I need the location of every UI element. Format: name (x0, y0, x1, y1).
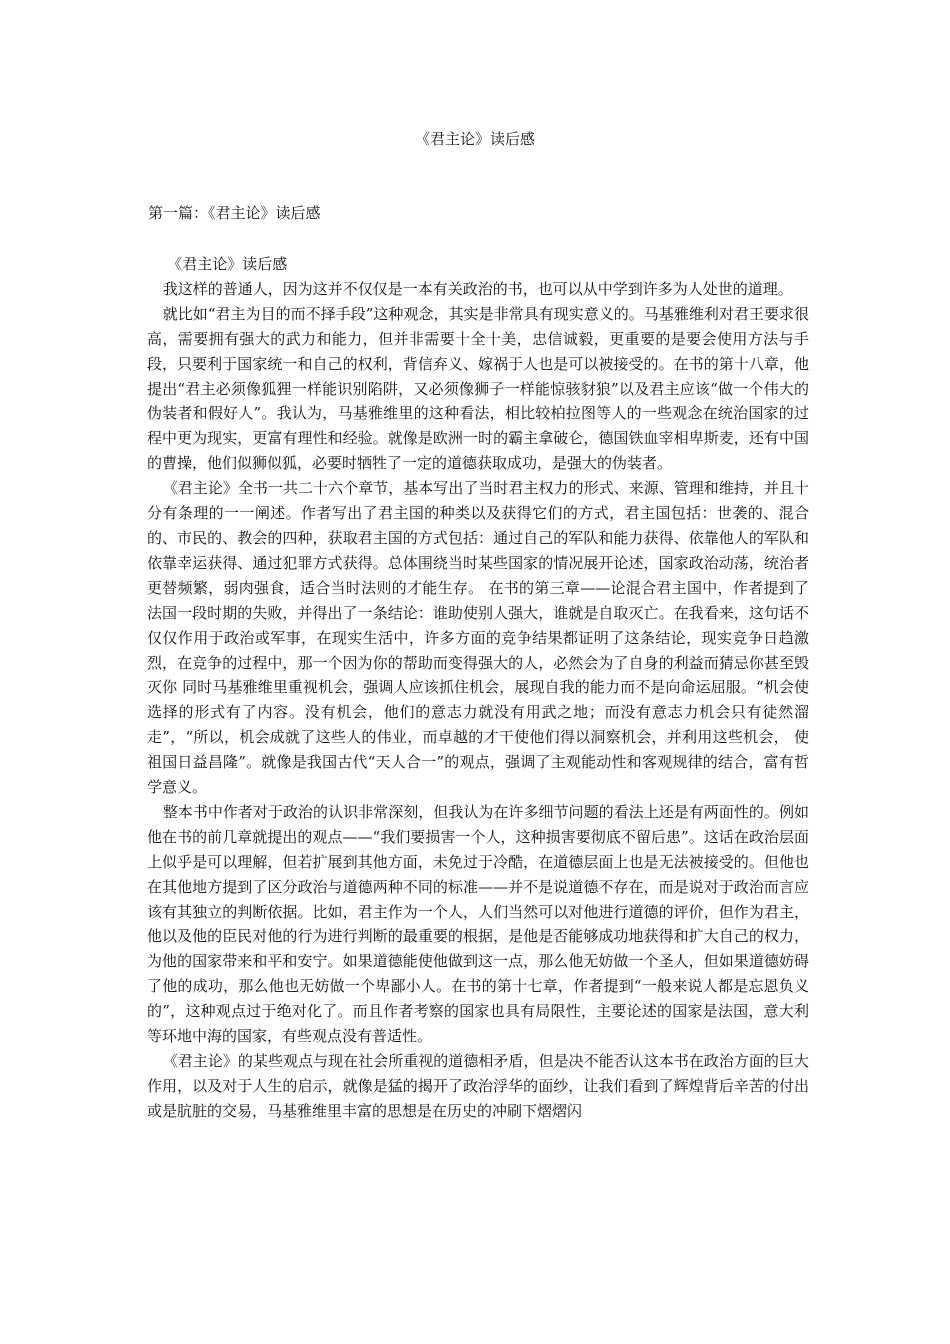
paragraph: 就比如“君主为目的而不择手段”这种观念，其实是非常具有现实意义的。马基雅维利对君王要求很高，需要拥有强大的武力和能力，但并非需要十全十美，忠信诚毅，更重要的是要会使用方法与手段，只要利于国家统一和自己的权利，背信弃义、嫁祸于人也是可以被接受的。在书的第十八章，他提出“君主必须像狐狸一样能识别陷阱，又必须像狮子一样能惊骇豺狼”以及君主应该“做一个伟大的伪装者和假好人”。我认为，马基雅维里的这种看法，相比较柏拉图等人的一些观念在统治国家的过程中更为现实，更富有理性和经验。就像是欧洲一时的霸主拿破仑，德国铁血宰相卑斯麦，还有中国的曹操，他们似狮似狐，必要时牺牲了一定的道德获取成功，是强大的伪装者。 (147, 304, 809, 473)
document-title: 《君主论》读后感 (414, 130, 535, 148)
paragraph: 《君主论》全书一共二十六个章节，基本写出了当时君主权力的形式、来源、管理和维持，并且十分有条理的一一阐述。作者写出了君主国的种类以及获得它们的方式，君主国包括：世袭的、混合的、市民的、教会的四种，获取君主国的方式包括：通过自己的军队和能力获得、依靠他人的军队和依靠幸运获得、通过犯罪方式获得。总体围绕当时某些国家的情况展开论述，国家政治动荡，统治者更替频繁，弱肉强食，适合当时法则的才能生存。 在书的第三章——论混合君主国中，作者提到了法国一段时期的失败，并得出了一条结论：谁助使别人强大，谁就是自取灭亡。在我看来，这句话不仅仅作用于政治或军事，在现实生活中，许多方面的竞争结果都证明了这条结论，现实竞争日趋激烈，在竞争的过程中，那一个因为你的帮助而变得强大的人，必然会为了自身的利益而猜忌你甚至毁灭你 同时马基雅维里重视机会，强调人应该抓住机会，展现自我的能力而不是向命运屈服。“机会使选择的形式有了内容。没有机会，他们的意志力就没有用武之地；而没有意志力机会只有徒然溜走”，“所以，机会成就了这些人的伟业，而卓越的才干使他们得以洞察机会，并利用这些机会， 使祖国日益昌隆”。就像是我国古代“天人合一”的观点，强调了主观能动性和客观规律的结合，富有哲学意义。 (147, 479, 809, 797)
paragraph: 整本书中作者对于政治的认识非常深刻，但我认为在许多细节问题的看法上还是有两面性的。例如他在书的前几章就提出的观点——“我们要损害一个人，这种损害要彻底不留后患”。这话在政治层面上似乎是可以理解，但若扩展到其他方面，未免过于冷酷，在道德层面上也是无法被接受的。但他也在其他地方提到了区分政治与道德两种不同的标准——并不是说道德不存在，而是说对于政治而言应该有其独立的判断依据。比如，君主作为一个人，人们当然可以对他进行道德的评价，但作为君主，他以及他的臣民对他的行为进行判断的最重要的根据，是他是否能够成功地获得和扩大自己的权力，为他的国家带来和平和安宁。如果道德能使他做到这一点，那么他无妨做一个圣人，但如果道德妨碍了他的成功，那么他也无妨做一个卑鄙小人。在书的第十七章，作者提到“一般来说人都是忘恩负义的”，这种观点过于绝对化了。而且作者考察的国家也具有局限性，主要论述的国家是法国，意大利等环地中海的国家，有些观点没有普适性。 (147, 802, 809, 1046)
section-heading: 第一篇：《君主论》读后感 (148, 204, 321, 222)
paragraph: 《君主论》的某些观点与现在社会所重视的道德相矛盾，但是决不能否认这本书在政治方面的巨大作用，以及对于人生的启示，就像是猛的揭开了政治浮华的面纱，让我们看到了辉煌背后辛苦的付出或是肮脏的交易，马基雅维里丰富的思想是在历史的冲刷下熠熠闪 (147, 1052, 809, 1120)
document-body (147, 252, 809, 1124)
paragraph: 我这样的普通人，因为这并不仅仅是一本有关政治的书，也可以从中学到许多为人处世的道理。 (162, 279, 793, 298)
essay-subheading: 《君主论》读后感 (167, 255, 288, 273)
